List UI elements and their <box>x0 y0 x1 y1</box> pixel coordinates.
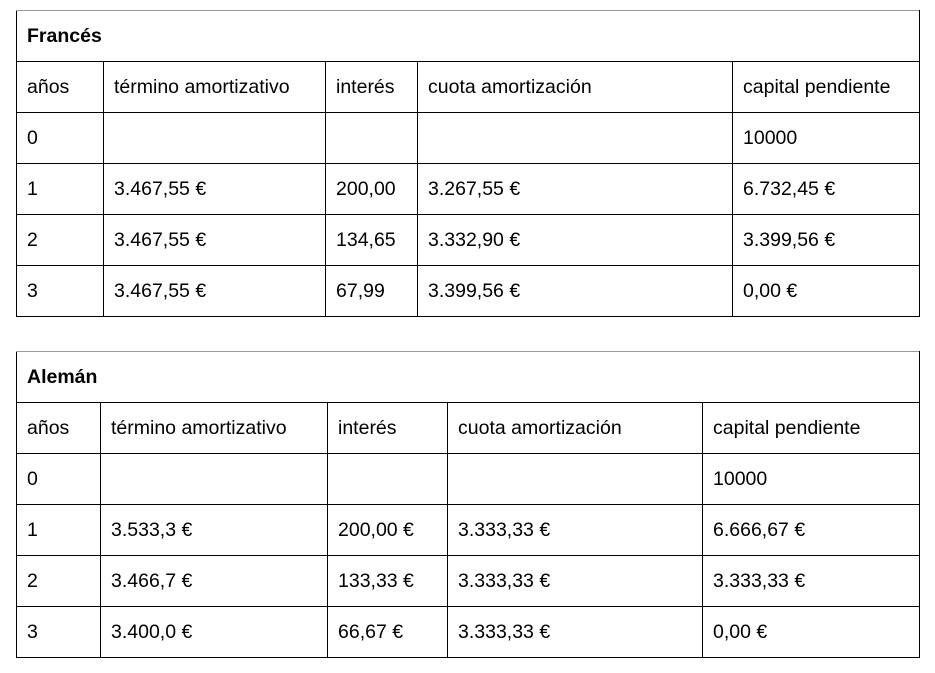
table-cell: 0 <box>17 454 101 505</box>
table-cell: 0 <box>17 113 104 164</box>
table-row <box>17 164 920 215</box>
table-cell <box>326 113 418 164</box>
table-title-row <box>17 352 920 403</box>
table-cell: 3.399,56 € <box>418 266 733 317</box>
table-cell: 3.333,33 € <box>448 556 703 607</box>
table-cell: 6.732,45 € <box>733 164 920 215</box>
table-cell: 200,00 <box>326 164 418 215</box>
frances-amortization-table <box>16 10 920 317</box>
table-cell: 200,00 € <box>328 505 448 556</box>
table-cell <box>101 454 328 505</box>
table-row <box>17 505 920 556</box>
table-cell: 3.333,33 € <box>448 607 703 658</box>
table-cell: 67,99 <box>326 266 418 317</box>
column-header-termino-amortizativo: término amortizativo <box>104 62 326 113</box>
table-cell: 3.333,33 € <box>448 505 703 556</box>
table-title: Alemán <box>17 352 920 403</box>
column-header-termino-amortizativo: término amortizativo <box>101 403 328 454</box>
table-title: Francés <box>17 11 920 62</box>
table-cell: 3.467,55 € <box>104 266 326 317</box>
table-cell: 66,67 € <box>328 607 448 658</box>
table-cell <box>418 113 733 164</box>
column-header-cuota-amortizacion: cuota amortización <box>448 403 703 454</box>
table-row <box>17 454 920 505</box>
table-header-row <box>17 62 920 113</box>
column-header-capital-pendiente: capital pendiente <box>733 62 920 113</box>
table-cell: 3.399,56 € <box>733 215 920 266</box>
table-cell: 3.466,7 € <box>101 556 328 607</box>
table-cell: 3.467,55 € <box>104 164 326 215</box>
table-cell: 10000 <box>733 113 920 164</box>
table-cell <box>328 454 448 505</box>
table-cell: 134,65 <box>326 215 418 266</box>
table-cell: 3.533,3 € <box>101 505 328 556</box>
column-header-capital-pendiente: capital pendiente <box>703 403 920 454</box>
column-header-cuota-amortizacion: cuota amortización <box>418 62 733 113</box>
column-header-interes: interés <box>326 62 418 113</box>
table-cell <box>448 454 703 505</box>
table-cell: 0,00 € <box>733 266 920 317</box>
column-header-interes: interés <box>328 403 448 454</box>
table-row <box>17 113 920 164</box>
table-cell: 0,00 € <box>703 607 920 658</box>
table-row <box>17 607 920 658</box>
table-row <box>17 215 920 266</box>
table-cell: 10000 <box>703 454 920 505</box>
table-cell: 3.333,33 € <box>703 556 920 607</box>
table-title-row <box>17 11 920 62</box>
table-cell: 1 <box>17 505 101 556</box>
table-cell: 3.400,0 € <box>101 607 328 658</box>
table-cell: 3.332,90 € <box>418 215 733 266</box>
column-header-anios: años <box>17 403 101 454</box>
table-cell: 3 <box>17 266 104 317</box>
table-cell: 3.467,55 € <box>104 215 326 266</box>
table-header-row <box>17 403 920 454</box>
table-row <box>17 266 920 317</box>
table-cell: 133,33 € <box>328 556 448 607</box>
table-row <box>17 556 920 607</box>
table-cell: 2 <box>17 556 101 607</box>
table-cell: 1 <box>17 164 104 215</box>
aleman-amortization-table <box>16 351 920 658</box>
table-cell: 3.267,55 € <box>418 164 733 215</box>
table-cell: 3 <box>17 607 101 658</box>
table-cell <box>104 113 326 164</box>
table-cell: 2 <box>17 215 104 266</box>
column-header-anios: años <box>17 62 104 113</box>
table-cell: 6.666,67 € <box>703 505 920 556</box>
